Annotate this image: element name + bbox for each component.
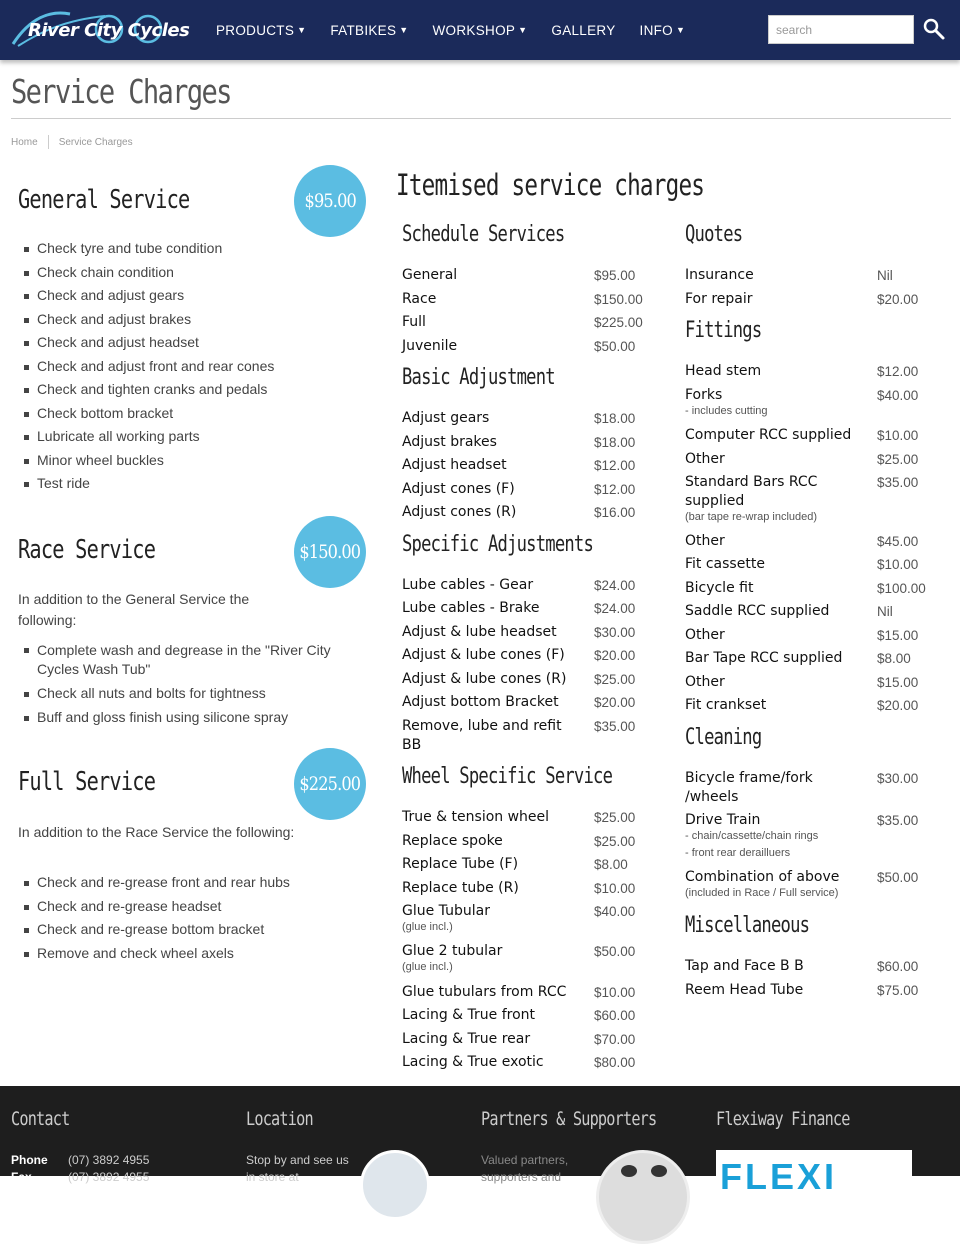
item-price: $10.00 — [877, 428, 919, 443]
item-name: Full — [402, 314, 426, 330]
item-note: - includes cutting — [685, 405, 768, 417]
main-menu — [216, 0, 709, 60]
menu-item-gallery[interactable] — [551, 23, 615, 38]
item-price: $150.00 — [594, 292, 643, 307]
list-item: Check and re-grease bottom bracket — [24, 918, 290, 942]
item-note: (bar tape re-wrap included) — [685, 511, 818, 523]
item-name: Other — [685, 674, 725, 690]
item-price: $18.00 — [594, 411, 636, 426]
item-price: $50.00 — [594, 339, 636, 354]
item-name: Glue tubulars from RCC — [402, 984, 567, 1000]
caret-down-icon: ▼ — [675, 24, 686, 35]
list-item: Buff and gloss finish using silicone spray — [24, 706, 354, 730]
item-name: True & tension wheel — [402, 809, 550, 825]
item-price: $60.00 — [594, 1008, 636, 1023]
item-name: Lacing & True rear — [402, 1031, 531, 1047]
item-name: Other — [685, 533, 725, 549]
item-price: $25.00 — [877, 452, 919, 467]
itemised-heading: Itemised service charges — [396, 168, 705, 202]
item-name: Lacing & True front — [402, 1007, 536, 1023]
list-item: Check and re-grease headset — [24, 895, 290, 919]
location-text: Stop by and see us — [246, 1153, 349, 1167]
section-wheel-specific-service: Wheel Specific Service — [402, 764, 613, 789]
full-service-title: Full Service — [18, 767, 156, 797]
item-price: $35.00 — [877, 475, 919, 490]
menu-label: INFO — [639, 22, 673, 38]
item-name: Adjust & lube headset — [402, 624, 557, 640]
item-price: $35.00 — [594, 719, 636, 734]
item-name: Adjust brakes — [402, 434, 497, 450]
item-price: $24.00 — [594, 601, 636, 616]
item-price: $25.00 — [594, 672, 636, 687]
general-service-title: General Service — [18, 185, 190, 215]
item-name: Lacing & True exotic — [402, 1054, 544, 1070]
item-price: $10.00 — [594, 881, 636, 896]
item-price: $60.00 — [877, 959, 919, 974]
item-price: $70.00 — [594, 1032, 636, 1047]
item-name: Race — [402, 291, 437, 307]
full-service-intro: In addition to the Race Service the following: — [18, 824, 295, 840]
item-price: $10.00 — [877, 557, 919, 572]
item-name-line2: BB — [402, 737, 422, 753]
footer-contact-heading: Contact — [11, 1108, 70, 1130]
item-name: Drive Train — [685, 812, 761, 828]
item-price: $50.00 — [877, 870, 919, 885]
item-price: $15.00 — [877, 675, 919, 690]
item-price: $20.00 — [594, 648, 636, 663]
partners-text-2: supporters and — [481, 1170, 562, 1184]
price-text: $95.00 — [304, 190, 356, 212]
item-price: $18.00 — [594, 435, 636, 450]
general-service-price — [294, 165, 366, 237]
item-price: Nil — [877, 268, 893, 283]
item-name: Adjust cones (F) — [402, 481, 515, 497]
partners-text: Valued partners, — [481, 1153, 569, 1167]
item-name: Adjust headset — [402, 457, 507, 473]
top-nav — [0, 0, 960, 60]
item-note: (included in Race / Full service) — [685, 887, 839, 899]
race-service-list — [24, 639, 354, 729]
item-name: Other — [685, 451, 725, 467]
price-text: $150.00 — [299, 541, 361, 563]
item-name: General — [402, 267, 458, 283]
item-name: Glue Tubular — [402, 903, 490, 919]
breadcrumb-home[interactable]: Home — [11, 136, 38, 148]
item-name: Bicycle fit — [685, 580, 754, 596]
item-price: $15.00 — [877, 628, 919, 643]
menu-label: FATBIKES — [330, 22, 397, 38]
full-service-price — [294, 748, 366, 820]
item-name: Head stem — [685, 363, 762, 379]
section-specific-adjustments: Specific Adjustments — [402, 532, 594, 557]
menu-label: GALLERY — [551, 22, 616, 38]
item-price: $50.00 — [594, 944, 636, 959]
search-input[interactable] — [768, 15, 914, 44]
item-name: Replace spoke — [402, 833, 503, 849]
item-name: Other — [685, 627, 725, 643]
item-price: $8.00 — [877, 651, 911, 666]
section-schedule-services: Schedule Services — [402, 222, 565, 247]
logo-text: River City Cycles — [28, 19, 190, 41]
list-item: Check and adjust gears — [24, 284, 274, 308]
item-name: Reem Head Tube — [685, 982, 804, 998]
item-price: $95.00 — [594, 268, 636, 283]
partner-logo[interactable] — [596, 1150, 690, 1244]
caret-down-icon: ▼ — [297, 24, 307, 35]
item-price: $40.00 — [594, 904, 636, 919]
item-price: $10.00 — [594, 985, 636, 1000]
flexi-logo-text: FLEXI — [720, 1156, 838, 1197]
item-price: $20.00 — [877, 292, 919, 307]
footer-finance-heading: Flexiway Finance — [716, 1108, 850, 1130]
item-price: Nil — [877, 604, 893, 619]
list-item: Minor wheel buckles — [24, 449, 274, 473]
full-service-list — [24, 871, 290, 965]
item-price: $100.00 — [877, 581, 926, 596]
item-price: $40.00 — [877, 388, 919, 403]
item-name: Insurance — [685, 267, 754, 283]
partner-logo-eye-icon — [651, 1165, 667, 1177]
item-note: (glue incl.) — [402, 921, 453, 933]
race-service-intro: In addition to the General Service the following: — [18, 591, 250, 628]
item-name: Tap and Face B B — [685, 958, 804, 974]
item-price: $8.00 — [594, 857, 628, 872]
item-price: $225.00 — [594, 315, 643, 330]
item-name: Saddle RCC supplied — [685, 603, 830, 619]
item-name: Replace tube (R) — [402, 880, 519, 896]
item-price: $12.00 — [594, 458, 636, 473]
item-name: Bicycle frame/fork — [685, 770, 813, 786]
phone-number[interactable]: (07) 3892 4955 — [68, 1153, 150, 1167]
list-item: Check all nuts and bolts for tightness — [24, 682, 354, 706]
list-item: Complete wash and degrease in the "River City Cycles Wash Tub" — [24, 639, 354, 682]
item-name: Replace Tube (F) — [402, 856, 519, 872]
caret-down-icon: ▼ — [399, 24, 409, 35]
map-thumbnail[interactable] — [360, 1150, 430, 1220]
breadcrumb-separator — [48, 135, 49, 149]
footer-partners-heading: Partners & Supporters — [481, 1108, 657, 1130]
item-price: $12.00 — [877, 364, 919, 379]
item-name: Standard Bars RCC — [685, 474, 818, 490]
item-name: For repair — [685, 291, 753, 307]
item-price: $80.00 — [594, 1055, 636, 1070]
menu-item-products[interactable] — [216, 23, 306, 38]
item-name: Adjust cones (R) — [402, 504, 517, 520]
search-icon[interactable] — [922, 17, 946, 41]
price-text: $225.00 — [299, 773, 361, 795]
item-price: $12.00 — [594, 482, 636, 497]
divider — [11, 118, 951, 119]
list-item: Check and adjust front and rear cones — [24, 355, 274, 379]
item-price: $24.00 — [594, 578, 636, 593]
general-service-list — [24, 237, 274, 496]
item-price: $30.00 — [877, 771, 919, 786]
item-name: Combination of above — [685, 869, 840, 885]
section-fittings: Fittings — [685, 318, 762, 343]
item-price: $75.00 — [877, 983, 919, 998]
item-name: Adjust bottom Bracket — [402, 694, 559, 710]
menu-label: PRODUCTS — [216, 22, 295, 38]
item-name: Adjust gears — [402, 410, 490, 426]
menu-item-info[interactable] — [640, 23, 686, 38]
item-price: $35.00 — [877, 813, 919, 828]
breadcrumb-current: Service Charges — [58, 136, 133, 148]
item-name: Adjust & lube cones (F) — [402, 647, 565, 663]
menu-item-fatbikes[interactable] — [330, 23, 408, 38]
list-item: Check tyre and tube condition — [24, 237, 274, 261]
list-item: Check and tighten cranks and pedals — [24, 378, 274, 402]
item-price: $16.00 — [594, 505, 636, 520]
item-name-line2: supplied — [685, 493, 745, 509]
item-name: Juvenile — [402, 338, 458, 354]
logo[interactable] — [10, 8, 200, 48]
item-name: Bar Tape RCC supplied — [685, 650, 843, 666]
item-price: $20.00 — [594, 695, 636, 710]
section-miscellaneous: Miscellaneous — [685, 913, 810, 938]
fax-number: (07) 3892 4955 — [68, 1170, 150, 1184]
menu-label: WORKSHOP — [432, 22, 516, 38]
item-name-line2: /wheels — [685, 789, 739, 805]
list-item: Check and adjust headset — [24, 331, 274, 355]
menu-item-workshop[interactable] — [433, 23, 528, 38]
section-basic-adjustment: Basic Adjustment — [402, 365, 555, 390]
item-name: Forks — [685, 387, 723, 403]
race-service-title: Race Service — [18, 535, 156, 565]
list-item: Check and adjust brakes — [24, 308, 274, 332]
item-note: - chain/cassette/chain rings — [685, 830, 819, 842]
item-name: Lube cables - Brake — [402, 600, 540, 616]
item-price: $25.00 — [594, 834, 636, 849]
section-cleaning: Cleaning — [685, 725, 762, 750]
list-item: Check chain condition — [24, 261, 274, 285]
item-name: Lube cables - Gear — [402, 577, 534, 593]
item-name: Fit crankset — [685, 697, 767, 713]
item-name: Adjust & lube cones (R) — [402, 671, 567, 687]
item-name: Remove, lube and refit — [402, 718, 562, 734]
section-quotes: Quotes — [685, 222, 743, 247]
breadcrumb — [11, 135, 133, 149]
item-name: Computer RCC supplied — [685, 427, 852, 443]
fax-label: Fax — [11, 1170, 32, 1184]
list-item: Remove and check wheel axels — [24, 942, 290, 966]
item-name: Glue 2 tubular — [402, 943, 503, 959]
phone-label: Phone — [11, 1153, 48, 1167]
item-price: $30.00 — [594, 625, 636, 640]
item-price: $20.00 — [877, 698, 919, 713]
list-item: Test ride — [24, 472, 274, 496]
footer-location-heading: Location — [246, 1108, 313, 1130]
flexi-logo[interactable] — [716, 1150, 912, 1197]
item-name: Fit cassette — [685, 556, 765, 572]
item-note: - front rear derailluers — [685, 847, 791, 859]
item-price: $45.00 — [877, 534, 919, 549]
list-item: Check bottom bracket — [24, 402, 274, 426]
page-title: Service Charges — [11, 72, 231, 111]
item-note: (glue incl.) — [402, 961, 453, 973]
item-price: $25.00 — [594, 810, 636, 825]
caret-down-icon: ▼ — [518, 24, 528, 35]
location-text-2: in store at — [246, 1170, 299, 1184]
list-item: Check and re-grease front and rear hubs — [24, 871, 290, 895]
list-item: Lubricate all working parts — [24, 425, 274, 449]
race-service-price — [294, 516, 366, 588]
partner-logo-eye-icon — [621, 1165, 637, 1177]
